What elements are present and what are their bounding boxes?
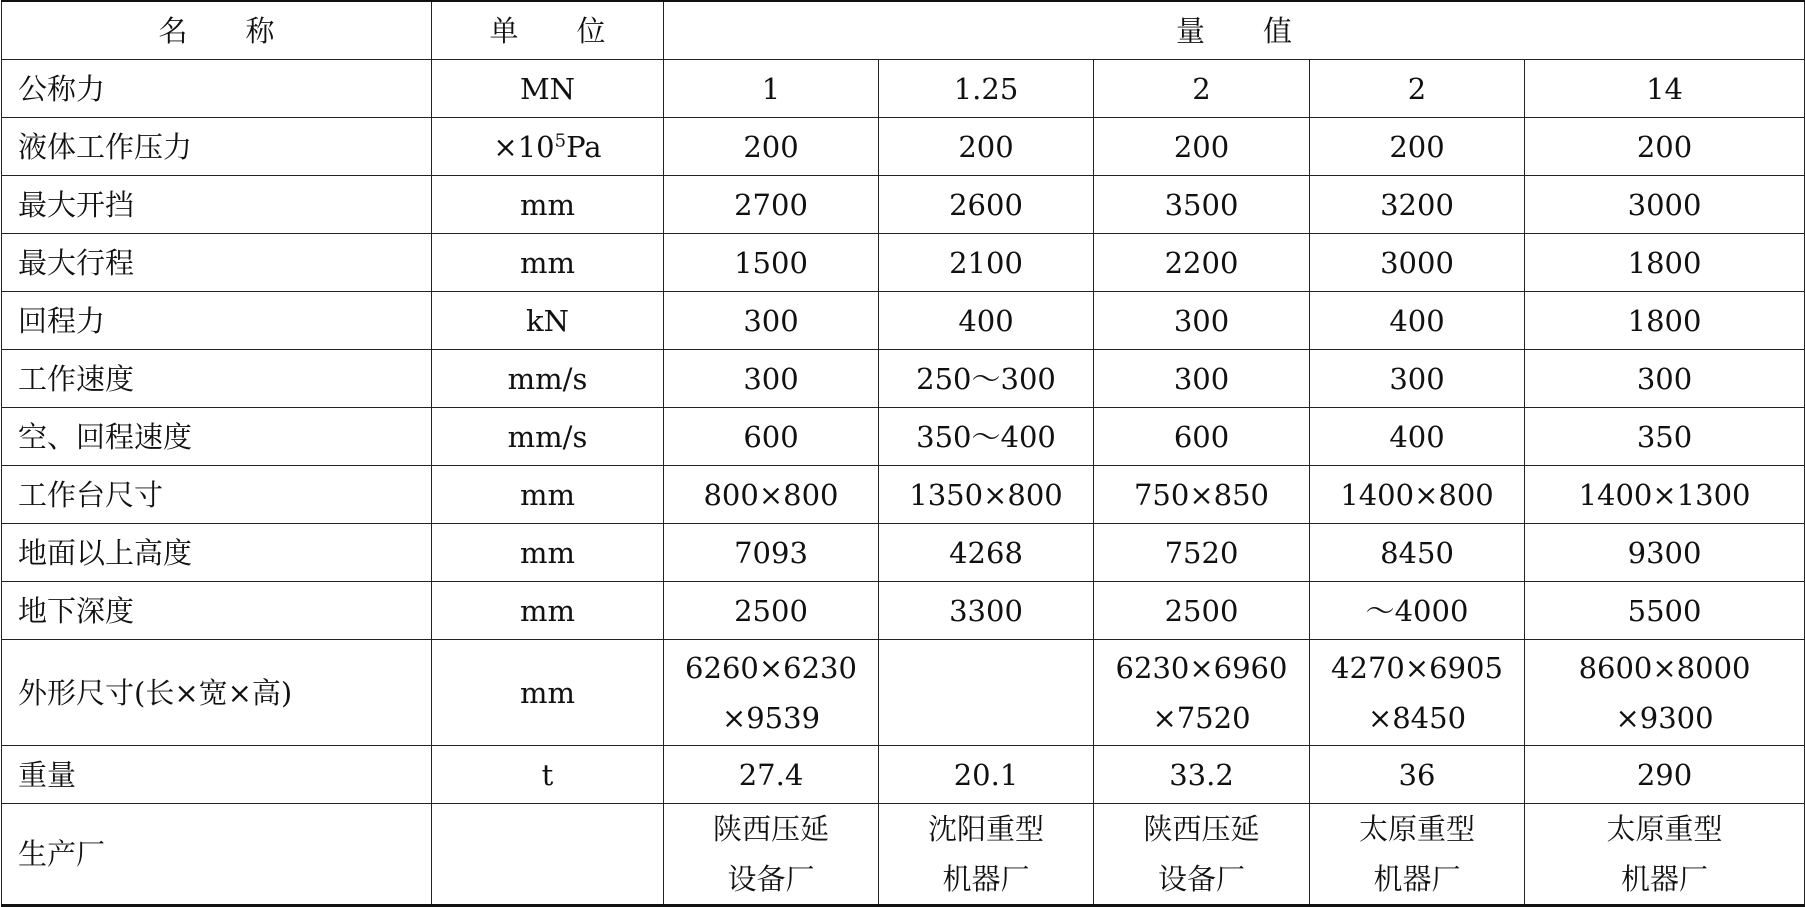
value-line-1: 6230×6960	[1115, 650, 1288, 685]
row-value: 750×850	[1094, 466, 1310, 524]
value-line-2: 机器厂	[1621, 862, 1709, 896]
row-value	[879, 804, 1094, 906]
row-name: 重量	[2, 746, 432, 804]
row-unit: mm/s	[432, 350, 664, 408]
row-name: 空、回程速度	[2, 408, 432, 466]
value-line-2: ×9539	[721, 700, 821, 735]
unit-prefix: ×10	[493, 129, 555, 164]
value-line-1: 太原重型	[1606, 812, 1723, 846]
row-value	[1094, 640, 1310, 746]
row-value: 200	[1525, 118, 1805, 176]
row-value	[664, 804, 879, 906]
row-value: 2	[1094, 60, 1310, 118]
row-value: 27.4	[664, 746, 879, 804]
row-value: 800×800	[664, 466, 879, 524]
row-name: 地面以上高度	[2, 524, 432, 582]
row-value: 7093	[664, 524, 879, 582]
value-line-2: 设备厂	[1157, 862, 1245, 896]
row-value: 1350×800	[879, 466, 1094, 524]
row-value: 400	[1310, 408, 1525, 466]
row-value: 2200	[1094, 234, 1310, 292]
table-row	[2, 466, 1805, 524]
row-value: 200	[1094, 118, 1310, 176]
row-value: 1.25	[879, 60, 1094, 118]
value-line-2: ×9300	[1615, 700, 1714, 735]
unit-exponent: 5	[554, 129, 567, 151]
row-value: 36	[1310, 746, 1525, 804]
row-value: 3000	[1525, 176, 1805, 234]
value-line-1: 6260×6230	[685, 650, 857, 685]
row-unit: mm	[432, 582, 664, 640]
row-value: 1800	[1525, 234, 1805, 292]
row-value: 1500	[664, 234, 879, 292]
row-name: 工作台尺寸	[2, 466, 432, 524]
row-value: 8450	[1310, 524, 1525, 582]
row-unit: MN	[432, 60, 664, 118]
header-unit: 单 位	[432, 1, 664, 60]
row-unit: kN	[432, 292, 664, 350]
row-value	[1310, 804, 1525, 906]
row-value: 1	[664, 60, 879, 118]
row-value: 2700	[664, 176, 879, 234]
row-value: 3300	[879, 582, 1094, 640]
value-line-2: 设备厂	[727, 862, 815, 896]
row-unit: mm	[432, 466, 664, 524]
row-value: 33.2	[1094, 746, 1310, 804]
value-line-1: 8600×8000	[1578, 650, 1751, 685]
row-value: 3200	[1310, 176, 1525, 234]
table-row	[2, 60, 1805, 118]
row-value: 2100	[879, 234, 1094, 292]
row-name: 最大行程	[2, 234, 432, 292]
row-value: 2600	[879, 176, 1094, 234]
row-name: 公称力	[2, 60, 432, 118]
row-value: 4268	[879, 524, 1094, 582]
row-value: 2500	[1094, 582, 1310, 640]
table-row	[2, 118, 1805, 176]
row-value: 350～400	[879, 408, 1094, 466]
table-row	[2, 350, 1805, 408]
row-value: 600	[1094, 408, 1310, 466]
row-value: 7520	[1094, 524, 1310, 582]
table-row	[2, 746, 1805, 804]
header-name: 名 称	[2, 1, 432, 60]
row-value: 300	[1094, 292, 1310, 350]
row-value: 350	[1525, 408, 1805, 466]
row-value: 250～300	[879, 350, 1094, 408]
table-row	[2, 292, 1805, 350]
table-row	[2, 176, 1805, 234]
row-value: 400	[879, 292, 1094, 350]
value-line-2: ×8450	[1367, 700, 1467, 735]
row-name: 最大开挡	[2, 176, 432, 234]
row-value	[1094, 804, 1310, 906]
row-value: 300	[1525, 350, 1805, 408]
row-value: 1800	[1525, 292, 1805, 350]
row-name: 回程力	[2, 292, 432, 350]
row-value: 200	[1310, 118, 1525, 176]
row-value: ～4000	[1310, 582, 1525, 640]
value-line-1: 太原重型	[1358, 812, 1475, 846]
row-value: 300	[1094, 350, 1310, 408]
value-line-1: 沈阳重型	[927, 812, 1044, 846]
header-value: 量 值	[664, 1, 1805, 60]
value-line-2: 机器厂	[942, 862, 1030, 896]
row-value: 3500	[1094, 176, 1310, 234]
table-row	[2, 582, 1805, 640]
value-line-2: 机器厂	[1373, 862, 1461, 896]
row-value: 2	[1310, 60, 1525, 118]
row-value: 1400×800	[1310, 466, 1525, 524]
row-unit: mm/s	[432, 408, 664, 466]
row-value: 200	[664, 118, 879, 176]
row-value	[664, 640, 879, 746]
table-row	[2, 804, 1805, 906]
row-unit: mm	[432, 234, 664, 292]
value-line-2: ×7520	[1152, 700, 1251, 735]
row-value: 2500	[664, 582, 879, 640]
row-value: 20.1	[879, 746, 1094, 804]
row-value: 290	[1525, 746, 1805, 804]
row-value: 9300	[1525, 524, 1805, 582]
row-value: 300	[664, 292, 879, 350]
value-line-1: 4270×6905	[1331, 650, 1503, 685]
row-value: 600	[664, 408, 879, 466]
row-value	[879, 640, 1094, 746]
table-row	[2, 524, 1805, 582]
table-row	[2, 640, 1805, 746]
row-unit	[432, 118, 664, 176]
table-row	[2, 408, 1805, 466]
row-name: 工作速度	[2, 350, 432, 408]
press-spec-table	[1, 0, 1805, 907]
row-value	[1525, 804, 1805, 906]
row-value: 200	[879, 118, 1094, 176]
row-value: 14	[1525, 60, 1805, 118]
row-value: 5500	[1525, 582, 1805, 640]
value-line-1: 陕西压延	[712, 812, 829, 846]
row-unit: mm	[432, 176, 664, 234]
row-value	[1310, 640, 1525, 746]
row-name: 外形尺寸(长×宽×高)	[2, 640, 432, 746]
header-row	[2, 1, 1805, 60]
row-name: 生产厂	[2, 804, 432, 906]
table-row	[2, 234, 1805, 292]
row-value: 400	[1310, 292, 1525, 350]
row-unit: mm	[432, 640, 664, 746]
row-value: 3000	[1310, 234, 1525, 292]
row-unit	[432, 804, 664, 906]
row-unit: t	[432, 746, 664, 804]
unit-suffix: Pa	[566, 129, 602, 164]
row-value: 300	[664, 350, 879, 408]
value-line-1: 陕西压延	[1143, 812, 1260, 846]
row-value: 300	[1310, 350, 1525, 408]
row-value	[1525, 640, 1805, 746]
row-value: 1400×1300	[1525, 466, 1805, 524]
row-name: 地下深度	[2, 582, 432, 640]
row-name: 液体工作压力	[2, 118, 432, 176]
row-unit: mm	[432, 524, 664, 582]
